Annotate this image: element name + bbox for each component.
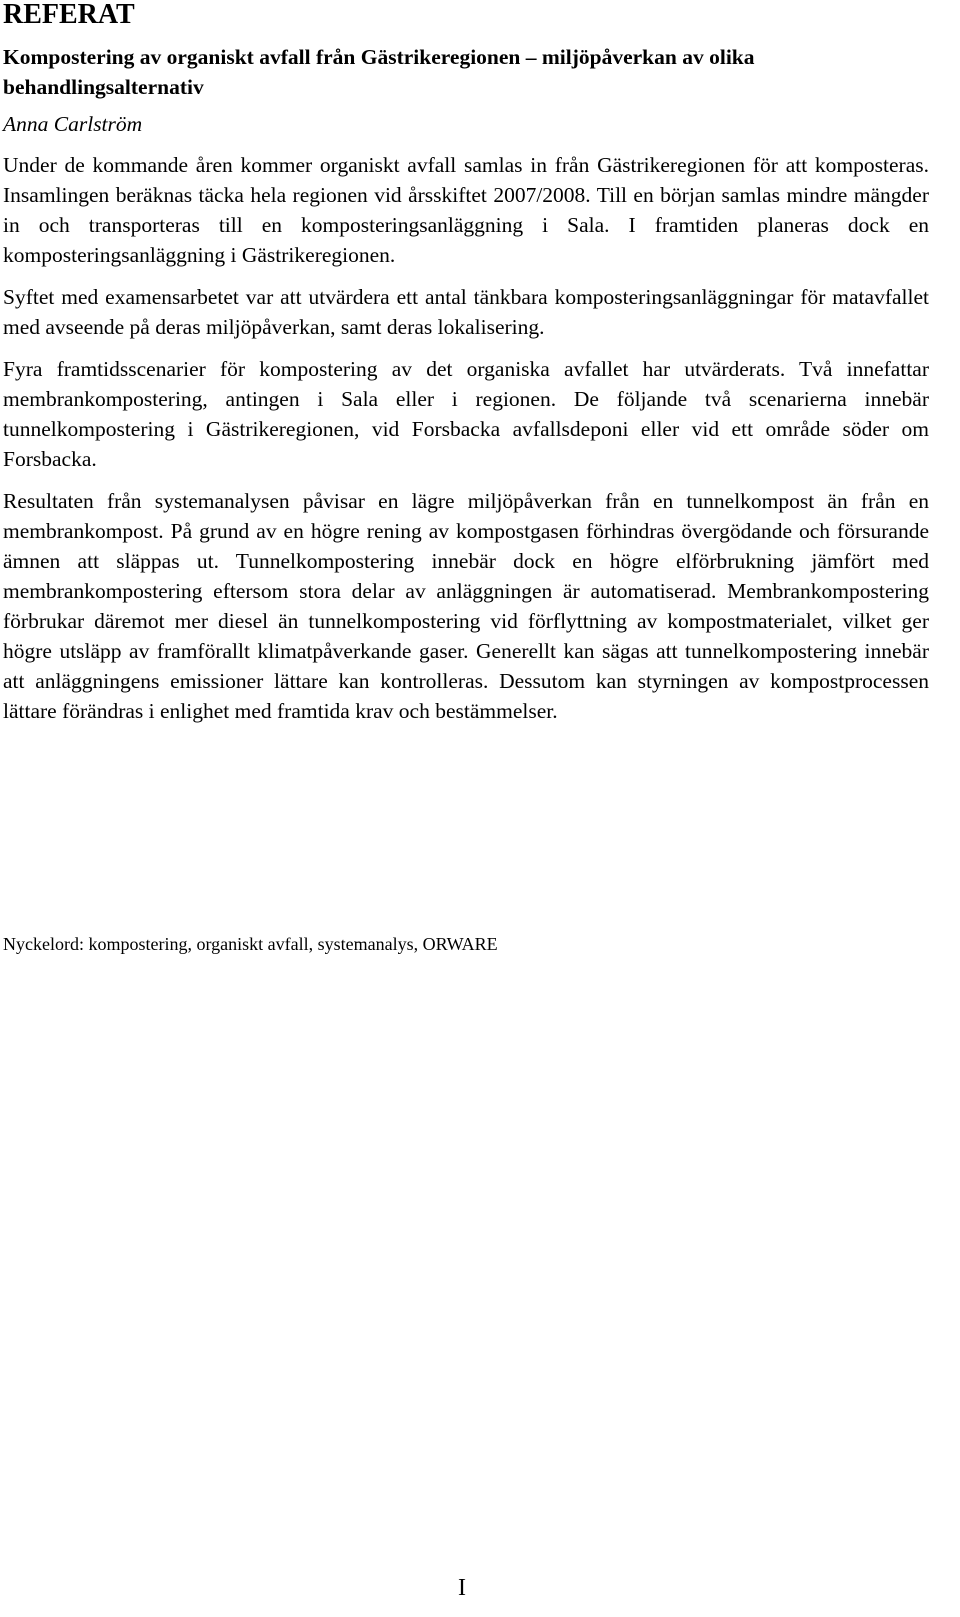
document-body	[3, 0, 929, 726]
abstract-paragraph-1: Under de kommande åren kommer organiskt avfall samlas in från Gästrikeregionen för att komposteras. Insamlingen beräknas täcka hela regionen vid årsskiftet 2007/2008. Till en början samlas mindre mängder in och transporteras till en komposteringsanläggning i Sala. I framtiden planeras dock en komposteringsanläggning i Gästrikeregionen.	[3, 153, 929, 267]
keywords-line: Nyckelord: kompostering, organiskt avfall, systemanalys, ORWARE	[3, 934, 498, 954]
abstract-paragraph-4: Resultaten från systemanalysen påvisar en lägre miljöpåverkan från en tunnelkompost än från en membrankompost. På grund av en högre rening av kompostgasen förhindras övergödande och försurande ämnen att släppas ut. Tunnelkompostering innebär dock en högre elförbrukning jämfört med membrankompostering eftersom stora delar av anläggningen är automatiserad. Membrankompostering förbrukar däremot mer diesel än tunnelkompostering vid förflyttning av kompostmaterialet, vilket ger högre utsläpp av framförallt klimatpåverkande gaser. Generellt kan sägas att tunnelkompostering innebär att anläggningens emissioner lättare kan kontrolleras. Dessutom kan styrningen av kompostprocessen lättare förändras i enlighet med framtida krav och bestämmelser.	[3, 489, 929, 723]
abstract-paragraph-3: Fyra framtidsscenarier för kompostering av det organiska avfallet har utvärderats. Två innefattar membrankompostering, antingen i Sala eller i regionen. De följande två scenarierna innebär tunnelkompostering i Gästrikeregionen, vid Forsbacka avfallsdeponi eller vid ett område söder om Forsbacka.	[3, 357, 929, 471]
section-heading: REFERAT	[3, 0, 135, 30]
author-name: Anna Carlström	[3, 112, 143, 136]
document-title: Kompostering av organiskt avfall från Gästrikeregionen – miljöpåverkan av olika behandlingsalternativ	[3, 45, 755, 99]
abstract-paragraph-2: Syftet med examensarbetet var att utvärdera ett antal tänkbara komposteringsanläggningar för matavfallet med avseende på deras miljöpåverkan, samt deras lokalisering.	[3, 285, 929, 339]
page-number: I	[458, 1575, 466, 1601]
